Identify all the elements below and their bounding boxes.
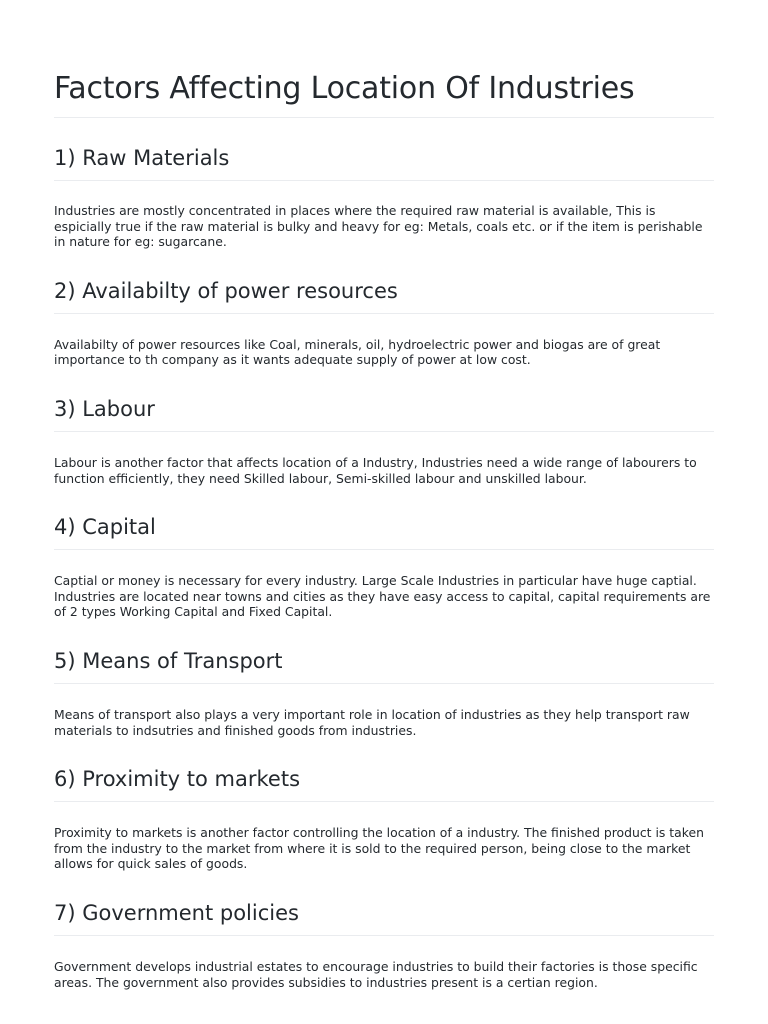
- section-power-resources: [54, 277, 714, 368]
- section-body: Captial or money is necessary for every industry. Large Scale Industries in particular have huge captial. Industries are located near towns and cities as they have easy access to capital, capital requirements are of 2 types Working Capital and Fixed Capital.: [54, 573, 711, 620]
- section-heading: 4) Capital: [54, 513, 714, 550]
- section-heading: 1) Raw Materials: [54, 144, 714, 181]
- section-body: Industries are mostly concentrated in places where the required raw material is available, This is espicially true if the raw material is bulky and heavy for eg: Metals, coals etc. or if the item is perishable in nature for eg: sugarcane.: [54, 203, 703, 250]
- section-body: Means of transport also plays a very important role in location of industries as they help transport raw materials to indsutries and finished goods from industries.: [54, 706, 690, 738]
- section-transport: [54, 647, 714, 738]
- section-body: Availabilty of power resources like Coal, minerals, oil, hydroelectric power and biogas are of great importance to th company as it wants adequate supply of power at low cost.: [54, 336, 661, 368]
- section-heading: 6) Proximity to markets: [54, 765, 714, 802]
- section-heading: 3) Labour: [54, 395, 714, 432]
- section-heading: 7) Government policies: [54, 899, 714, 936]
- page-title: Factors Affecting Location Of Industries: [54, 0, 714, 118]
- section-raw-materials: [54, 144, 714, 250]
- section-body: Labour is another factor that affects location of a Industry, Industries need a wide range of labourers to function efficiently, they need Skilled labour, Semi-skilled labour and unskilled labour.: [54, 454, 697, 486]
- section-body: Government develops industrial estates to encourage industries to build their factories is those specific areas. The government also provides subsidies to industries present is a certian region.: [54, 958, 698, 990]
- section-heading: 2) Availabilty of power resources: [54, 277, 714, 314]
- section-capital: [54, 513, 714, 620]
- section-body: Proximity to markets is another factor controlling the location of a industry. The finished product is taken from the industry to the market from where it is sold to the required person, being close to the market allows for quick sales of goods.: [54, 825, 704, 872]
- section-labour: [54, 395, 714, 486]
- section-heading: 5) Means of Transport: [54, 647, 714, 684]
- section-markets: [54, 765, 714, 872]
- section-government-policies: [54, 899, 714, 990]
